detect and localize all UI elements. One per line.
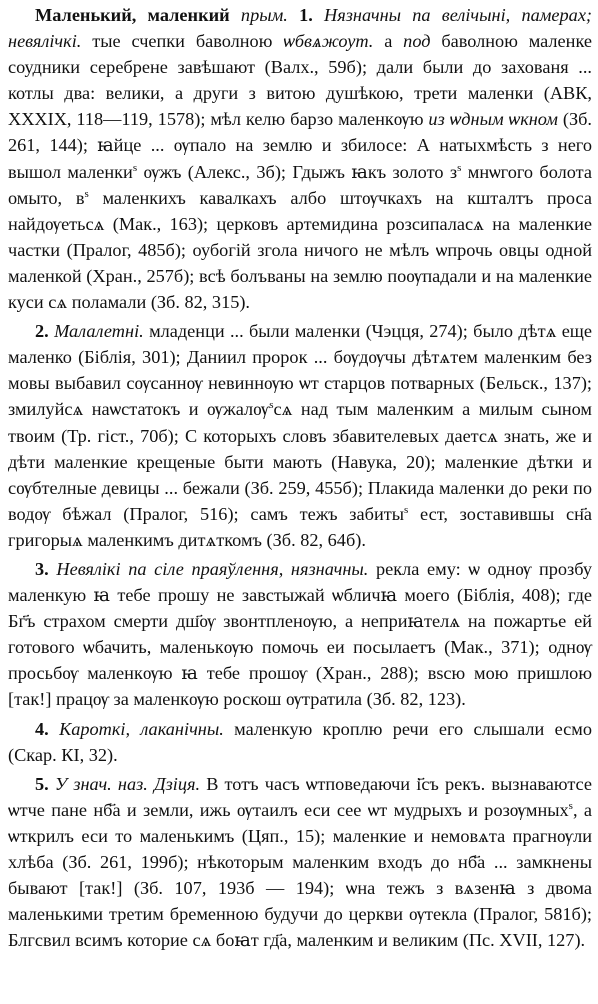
italic-text: Нязначны па велічыні, памерах; невялічкі. bbox=[8, 5, 593, 52]
superscript-mark: s bbox=[132, 161, 138, 174]
body-text: тые счепки баволною bbox=[81, 31, 284, 52]
sense-number: 4. bbox=[35, 718, 49, 739]
body-text: (Зб. 261, 144); ꙗйце ... ѹпало на землю и збилосе: А натыхмѣсть з него вышол маленки bbox=[8, 109, 592, 182]
italic-text: Невялікі па сіле праяўлення, нязначны. bbox=[56, 558, 369, 579]
superscript-mark: s bbox=[404, 503, 409, 516]
part-of-speech: прым. bbox=[240, 5, 288, 25]
body-text: ѹжъ (Алекс., 3б); Гдыжъ ꙗкъ золото з bbox=[137, 161, 458, 182]
superscript-mark: s bbox=[84, 187, 89, 200]
sense-number: 2. bbox=[35, 321, 49, 342]
sense-4 bbox=[8, 716, 592, 768]
sense-number: 3. bbox=[35, 558, 49, 579]
italic-text: Кароткі, лаканічны. bbox=[59, 718, 224, 739]
superscript-mark: s bbox=[457, 161, 462, 174]
sense-3 bbox=[8, 556, 592, 713]
body-text: рекла ему: ѡ однѹ прозбу маленкую ꙗ тебе прошу не завстыжай ѡбличꙗ моего (Біблія, 408); где Бг҃ъ страхом смерти дш҃ѹ звонтпленѹю, а неприꙗтелѧ на пожартье ей готового ѡбачить, маленькѹю помочь еи посылаетъ (Мак., 371); однѹ просьбѹ маленкѹю ꙗ тебе прошѹ (Хран., 288); вѕсю мою пришлою [так!] працѹ за маленкѹю роскош ѹтратила (Зб. 82, 123). bbox=[8, 558, 593, 710]
sense-1 bbox=[8, 2, 592, 315]
body-text: В тотъ часъ ѡтповедаючи і҃съ рекъ. вызнаваютсе ѡтче пане нб҃а и земли, ижь ѹтаилъ еси сее ѡт мудрыхъ и розѹмных bbox=[8, 773, 592, 820]
sense-body bbox=[8, 774, 592, 951]
superscript-mark: s bbox=[269, 399, 274, 412]
body-text: младенци ... были маленки (Чэцця, 274); было дѣтѧ еще маленко (Біблія, 301); Даниил пророк ... бѹдѹчы дѣтѧтем маленким без мовы выбавил сѹсаннѹ невиннѹю ѡт старцов потварных (Бельск., 137); змилуйсѧ наѡстатокъ и ѹжалѹ bbox=[8, 321, 592, 420]
sense-body bbox=[8, 719, 592, 765]
italic-text: ѡбвѧжоут. bbox=[283, 31, 374, 52]
italic-text: Малалетні. bbox=[54, 321, 144, 342]
sense-5 bbox=[8, 771, 592, 954]
italic-text: под bbox=[403, 31, 431, 52]
sense-body bbox=[8, 321, 592, 550]
sense-number: 5. bbox=[35, 773, 49, 794]
sense-number: 1. bbox=[299, 5, 313, 25]
body-text: маленкую кроплю речи его слышали есмо (Скар. КІ, 32). bbox=[8, 718, 592, 765]
sense-body bbox=[8, 5, 592, 312]
body-text: ест, зоставившы сн҃а григорыѧ маленкимъ дитѧткомъ (Зб. 82, 64б). bbox=[8, 503, 592, 550]
superscript-mark: s bbox=[568, 799, 573, 812]
body-text: а bbox=[373, 31, 404, 52]
body-text: мнѡгого болота омыто, в bbox=[8, 161, 592, 208]
italic-text: У знач. наз. Дзіця. bbox=[54, 773, 201, 794]
sense-body bbox=[8, 559, 592, 709]
body-text: сѧ над тым маленким а милым сыном твоим (Тр. гіст., 70б); С которыхъ словъ збавителевых даетсѧ знать, же и дѣти маленкие крещеные быти мають (Навука, 20); маленкие дѣтки и сѹбтелные девицы ... бежали (Зб. 259, 455б); Плакида маленки до реки по водѹ бѣжал (Пралог, 516); самъ тежъ забиты bbox=[8, 399, 592, 524]
body-text: баволною маленке соудники серебрене завѣшают (Валх., 59б); дали были до захованя ... котлы два: велики, а други з витою душѣкою, трети маленки (АВК, XXXIX, 118—119, 1578); мѣл келю барзо маленкѹю bbox=[8, 31, 592, 130]
headword: Маленький, маленкий bbox=[35, 5, 230, 25]
body-text: маленкихъ кавалкахъ албо штѹчкахъ на кшталтъ проса найдѹетьсѧ (Мак., 163); церковъ артемидина розсипаласѧ на маленкие частки (Пралог, 485б); оубогій згола ничого не мѣлъ ѡпрочь овцы одной маленкой (Хран., 257б); всѣ болъваны на землю поѹпадали и на маленкие куси сѧ поламали (Зб. 82, 315). bbox=[8, 187, 592, 313]
sense-2 bbox=[8, 318, 592, 553]
italic-text: из ѡдным ѡкном bbox=[428, 109, 558, 130]
body-text: , а ѡткрилъ еси то маленькимъ (Цяп., 15); маленкие и немовѧта прагнѹли хлѣба (Зб. 261, 199б); нѣкоторым маленким входъ до нб҃а ... замкнены бывают [так!] (Зб. 107, 193б — 194); ѡна тежъ з вѧзенꙗ з двома маленькими третим бременною будучи до церкви ѹтекла (Пралог, 581б); Блгсвил всимъ которие сѧ боꙗт гд҃а, маленким и великим (Пс. XVII, 127). bbox=[8, 799, 592, 951]
